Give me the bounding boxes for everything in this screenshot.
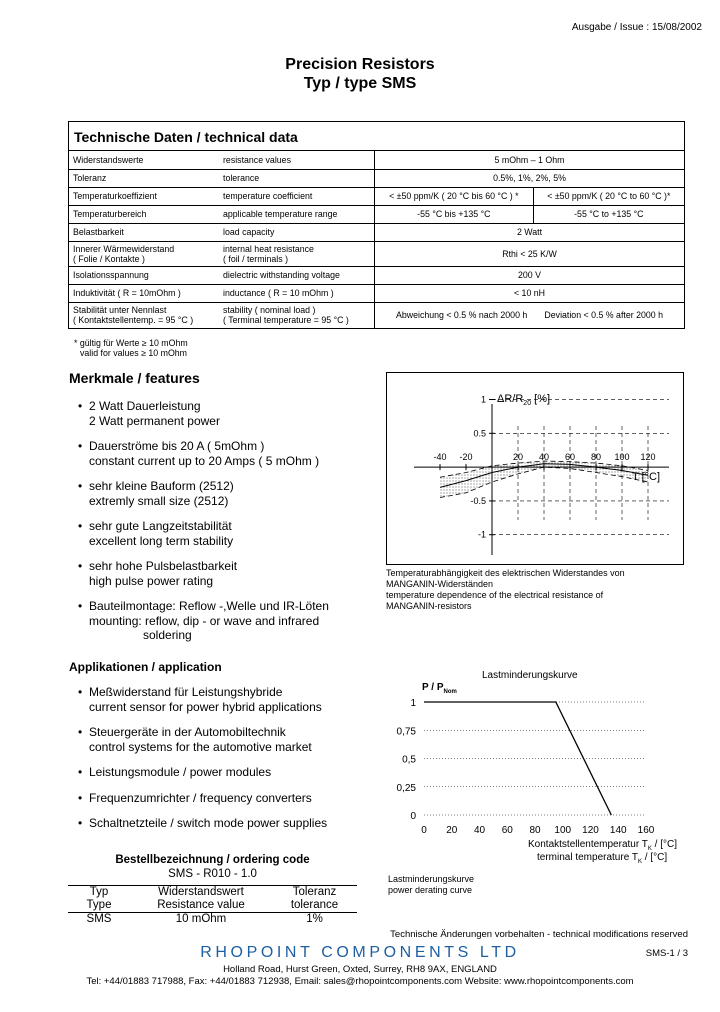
row-value-en: Deviation < 0.5 % after 2000 h [544, 310, 664, 321]
order-col-en: tolerance [290, 899, 339, 911]
row-value: 2 Watt [375, 223, 685, 241]
features-list [78, 399, 329, 643]
row-label-de [69, 302, 219, 328]
row-label-en: tolerance [219, 169, 375, 187]
order-col-de: Typ [89, 886, 109, 898]
row-label-de: Belastbarkeit [69, 223, 219, 241]
feature-en-cont: soldering [143, 628, 192, 642]
row-value: < 10 nH [375, 284, 685, 302]
chart-title: $\Delta R/R_{20}$ [%] [497, 393, 551, 407]
x-tick-label: 100 [614, 452, 630, 463]
row-value [375, 302, 685, 328]
row-value: 5 mOhm – 1 Ohm [375, 151, 685, 169]
list-item [78, 399, 329, 428]
row-label-en-line1: stability ( nominal load ) [223, 305, 316, 316]
x-tick-label: -40 [433, 452, 447, 463]
y-tick-label: -0.5 [470, 495, 486, 506]
x-tick-label: 0 [421, 825, 427, 836]
company-name: RHOPOINT COMPONENTS LTD [200, 944, 520, 961]
ordering-code-table [68, 886, 357, 926]
row-label-en: load capacity [219, 223, 375, 241]
y-tick-label: 1 [410, 698, 416, 709]
row-label-de: Temperaturkoeffizient [69, 187, 219, 205]
caption-line: Lastminderungskurve [388, 874, 475, 884]
y-tick-label: 1 [480, 394, 486, 405]
row-value-en: < ±50 ppm/K ( 20 °C to 60 °C )* [533, 187, 684, 205]
chart-axes [397, 698, 655, 836]
list-item [78, 685, 327, 714]
y-tick-label: 0,75 [396, 726, 416, 738]
row-label-en [219, 241, 375, 266]
row-label-de: Widerstandswerte [73, 154, 144, 165]
footnote-en: valid for values ≥ 10 mOhm [80, 348, 188, 358]
feature-de: • sehr hohe Pulsbelastbarkeit [89, 559, 238, 573]
application-text: • Frequenzumrichter / frequency converters [89, 790, 312, 805]
chart-title: Lastminderungskurve [482, 670, 578, 681]
feature-en: excellent long term stability [89, 533, 234, 548]
application-de: • Steuergeräte in der Automobiltechnik [89, 725, 286, 739]
row-label-de: Toleranz [69, 169, 219, 187]
applications-heading: Applikationen / application [69, 660, 222, 674]
row-label-de-line1: Stabilität unter Nennlast [73, 305, 167, 316]
x-tick-label: 80 [590, 452, 602, 463]
feature-en: 2 Watt permanent power [89, 413, 220, 428]
list-item [78, 439, 329, 468]
table-row [69, 302, 684, 328]
row-label-de: Temperaturbereich [69, 205, 219, 223]
feature-de: • sehr gute Langzeitstabilität [89, 519, 232, 533]
footnote [74, 338, 188, 358]
row-label-en-line2: ( Terminal temperature = 95 °C ) [223, 315, 349, 326]
y-tick-label: 0,25 [396, 782, 416, 794]
row-label-en-line2: ( foil / terminals ) [223, 253, 289, 264]
y-tick-label: -1 [477, 529, 486, 540]
order-col-value: SMS [86, 913, 112, 925]
derating-chart [386, 665, 686, 865]
chart1-caption [386, 568, 625, 612]
row-label-en [219, 302, 375, 328]
table-row [69, 284, 684, 302]
x-tick-label: 140 [609, 825, 627, 836]
x-tick-label: 60 [501, 825, 513, 836]
x-axis-label: T [°C] [632, 471, 661, 483]
feature-de: • Bauteilmontage: Reflow -,Welle und IR-Löten [89, 599, 329, 613]
list-item [78, 816, 327, 831]
list-item [78, 791, 327, 806]
order-col-value: 10 mOhm [175, 913, 227, 925]
order-col-value: 1% [306, 913, 323, 925]
caption-line: Temperaturabhängigkeit des elektrischen Widerstandes von [386, 568, 625, 578]
application-en: control systems for the automotive market [89, 739, 312, 754]
row-label-en: temperature coefficient [219, 187, 375, 205]
order-col-de: Toleranz [292, 886, 337, 898]
feature-de: • 2 Watt Dauerleistung [89, 399, 201, 413]
company-address: Holland Road, Hurst Green, Oxted, Surrey, RH8 9AX, ENGLAND [223, 964, 497, 975]
caption-line: temperature dependence of the electrical resistance of [386, 590, 604, 600]
table-row [69, 169, 684, 187]
x-axis-label-en: terminal temperature $T_K / [^\circ C]$ [537, 852, 668, 865]
feature-de: • sehr kleine Bauform (2512) [89, 479, 234, 493]
x-tick-label: 160 [637, 825, 655, 836]
table-row [69, 187, 684, 205]
x-tick-label: -20 [459, 452, 473, 463]
row-label-de: Induktivität ( R = 10mOhm ) [69, 284, 219, 302]
row-label-en: applicable temperature range [219, 205, 375, 223]
title-line-2: Typ / type SMS [303, 75, 417, 92]
list-item [78, 519, 329, 548]
page-number: SMS-1 / 3 [645, 948, 688, 959]
footnote-de: * gültig für Werte ≥ 10 mOhm [74, 338, 188, 348]
x-tick-label: 120 [640, 452, 656, 463]
order-col-en: Resistance value [157, 899, 245, 911]
list-item [78, 559, 329, 588]
list-item [78, 725, 327, 754]
caption-line: MANGANIN-Widerständen [386, 579, 494, 589]
y-axis-label: P / $P_{Nom}$ [422, 682, 457, 695]
technical-data-heading: Technische Daten / technical data [69, 122, 684, 151]
row-value-de: -55 °C bis +135 °C [375, 205, 534, 223]
application-text: • Leistungsmodule / power modules [89, 765, 272, 779]
modification-note: Technische Änderungen vorbehalten - technical modifications reserved [390, 929, 688, 940]
row-label-de-line2: ( Folie / Kontakte ) [73, 253, 145, 264]
company-contact: Tel: +44/01883 717988, Fax: +44/01883 712938, Email: sales@rhopointcomponents.com Website: www.rhopointcomponents.com [86, 976, 634, 987]
ordering-code-example: SMS - R010 - 1.0 [168, 868, 257, 880]
row-value: Rthi < 25 K/W [375, 241, 685, 266]
feature-en: constant current up to 20 Amps ( 5 mOhm ) [89, 453, 320, 468]
row-value-de: < ±50 ppm/K ( 20 °C bis 60 °C ) * [375, 187, 534, 205]
x-tick-label: 80 [529, 825, 541, 836]
x-tick-label: 100 [554, 825, 572, 836]
feature-en: high pulse power rating [89, 573, 214, 588]
feature-de: • Dauerströme bis 20 A ( 5mOhm ) [89, 439, 265, 453]
list-item [78, 479, 329, 508]
temperature-dependence-chart [386, 372, 684, 565]
row-value: 200 V [375, 266, 685, 284]
issue-date: Ausgabe / Issue : 15/08/2002 [571, 22, 702, 33]
row-value-en: -55 °C to +135 °C [533, 205, 684, 223]
feature-en: extremly small size (2512) [89, 493, 229, 508]
row-label-en: inductance ( R = 10 mOhm ) [219, 284, 375, 302]
row-label-en: dielectric withstanding voltage [219, 266, 375, 284]
feature-en: mounting: reflow, dip - or wave and infrared [89, 613, 320, 628]
x-tick-label: 120 [582, 825, 599, 836]
y-tick-label: 0 [410, 811, 416, 822]
row-label-de: Isolationsspannung [69, 266, 219, 284]
caption-line: power derating curve [388, 885, 473, 895]
x-tick-label: 20 [512, 452, 524, 463]
ordering-code-heading: Bestellbezeichnung / ordering code [115, 854, 310, 866]
application-de: • Meßwiderstand für Leistungshybride [89, 685, 283, 699]
row-value-de: Abweichung < 0.5 % nach 2000 h [395, 310, 528, 321]
table-row [69, 266, 684, 284]
order-col-de: Widerstandswert [158, 886, 244, 898]
table-row [69, 151, 684, 169]
application-text: • Schaltnetzteile / switch mode power supplies [89, 816, 328, 830]
row-label-de-line2: ( Kontaktstellentemp. = 95 °C ) [73, 315, 194, 326]
ordering-code-box [68, 853, 357, 926]
x-tick-label: 40 [473, 825, 486, 836]
list-item [78, 765, 327, 780]
table-row [69, 241, 684, 266]
technical-data-table [68, 121, 685, 329]
title-line-1: Precision Resistors [285, 56, 435, 73]
row-label-de [69, 241, 219, 266]
row-label-en: resistance values [223, 154, 291, 165]
applications-list [78, 685, 327, 831]
list-item [78, 599, 329, 643]
application-en: current sensor for power hybrid applications [89, 699, 322, 714]
page-title [0, 55, 720, 93]
x-tick-label: 60 [564, 452, 576, 463]
caption-line: MANGANIN-resistors [386, 601, 472, 611]
row-label-de-line1: Innerer Wärmewiderstand [73, 243, 175, 254]
y-tick-label: 0.5 [473, 428, 486, 439]
row-label-en-line1: internal heat resistance [223, 243, 314, 254]
row-value: 0.5%, 1%, 2%, 5% [375, 169, 685, 187]
x-tick-label: 20 [446, 825, 458, 836]
table-row [69, 205, 684, 223]
chart2-caption [388, 874, 474, 896]
order-col-en: Type [86, 899, 112, 911]
x-axis-label-de: Kontaktstellentemperatur $T_K / [^\circ C]$ [528, 839, 678, 852]
features-heading: Merkmale / features [69, 370, 200, 386]
table-row [69, 223, 684, 241]
y-tick-label: 0,5 [402, 754, 416, 766]
x-tick-label: 40 [538, 452, 550, 463]
